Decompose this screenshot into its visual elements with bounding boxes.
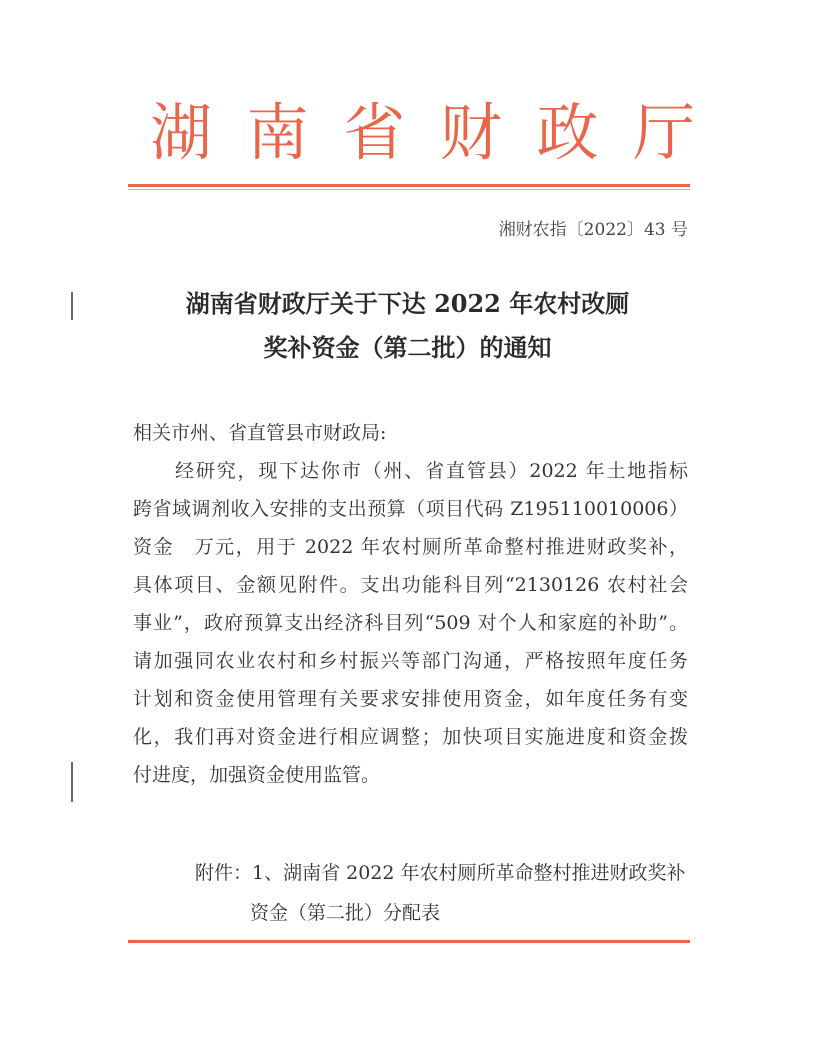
attachment-line1: 附件：1、湖南省 2022 年农村厕所革命整村推进财政奖补: [195, 862, 686, 884]
body-line: 经研究，现下达你市（州、省直管县）2022 年土地指标: [175, 460, 688, 482]
document-title-line1: 湖南省财政厅关于下达 2022 年农村改厕: [185, 289, 630, 318]
document-number: 湘财农指〔2022〕43 号: [498, 220, 688, 240]
masthead-char: 省: [343, 96, 406, 169]
masthead-char: 厅: [632, 96, 695, 169]
org-masthead: [150, 88, 695, 178]
body-line: 事业”，政府预算支出经济科目列“509 对个人和家庭的补助”。: [133, 612, 688, 634]
body-line: 具体项目、金额见附件。支出功能科目列“2130126 农村社会: [133, 574, 688, 596]
header-red-rule: [128, 184, 690, 187]
body-line: 跨省域调剂收入安排的支出预算（项目代码 Z195110010006）: [133, 498, 688, 520]
document-title-line2: 奖补资金（第二批）的通知: [263, 333, 552, 362]
footer-red-rule: [128, 940, 690, 943]
masthead-char: 湖: [150, 96, 213, 169]
masthead-char: 南: [246, 96, 309, 169]
binding-mark: [71, 762, 73, 802]
body-line: 资金 万元，用于 2022 年农村厕所革命整村推进财政奖补，: [133, 536, 688, 558]
header-red-rule-thin: [128, 189, 690, 190]
body-line: 计划和资金使用管理有关要求安排使用资金，如年度任务有变: [133, 688, 688, 710]
masthead-char: 政: [536, 96, 599, 169]
body-line: 请加强同农业农村和乡村振兴等部门沟通，严格按照年度任务: [133, 650, 688, 672]
salutation: 相关市州、省直管县市财政局:: [133, 422, 387, 444]
body-line: 化，我们再对资金进行相应调整；加快项目实施进度和资金拨: [133, 726, 688, 748]
attachment-line2: 资金（第二批）分配表: [250, 902, 441, 924]
masthead-char: 财: [439, 96, 502, 169]
body-line: 付进度，加强资金使用监管。: [133, 764, 381, 786]
binding-mark: [71, 292, 73, 320]
